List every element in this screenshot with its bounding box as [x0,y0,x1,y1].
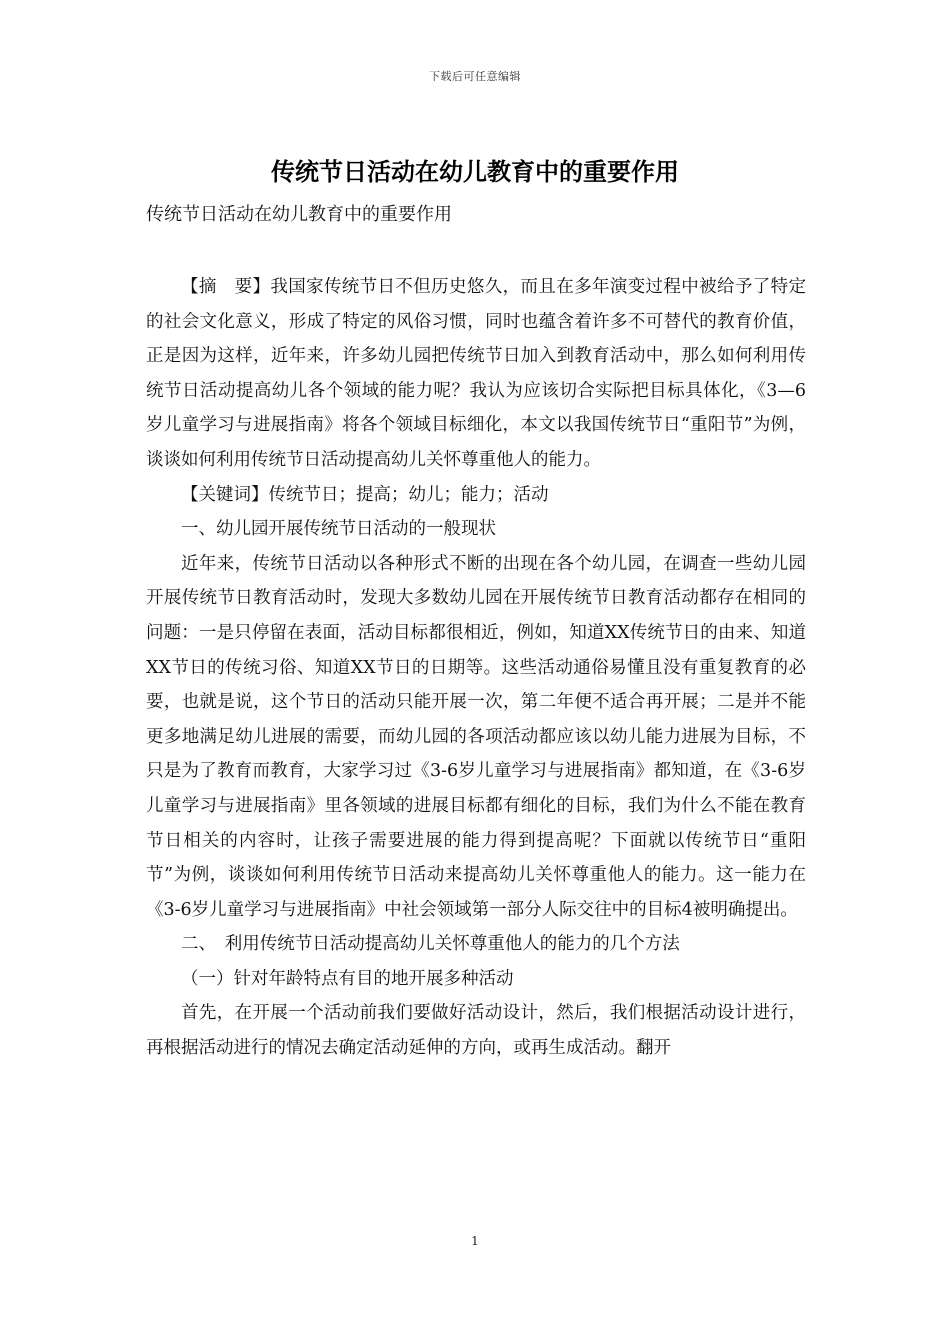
section-heading-2: 二、 利用传统节日活动提高幼儿关怀尊重他人的能力的几个方法 [181,934,680,955]
abstract-paragraph: 【摘 要】我国家传统节日不但历史悠久，而且在多年演变过程中被给予了特定的社会文化意义，形成了特定的风俗习惯，同时也蕴含着许多不可替代的教育价值，正是因为这样，近年来，许多幼儿园把传统节日加入到教育活动中，那么如何利用传统节日活动提高幼儿各个领域的能力呢？我认为应该切合实际把目标具体化，《3—6岁儿童学习与进展指南》将各个领域目标细化，本文以我国传统节日“重阳节”为例，谈谈如何利用传统节日活动提高幼儿关怀尊重他人的能力。 [146,277,806,470]
document-body [146,270,806,1066]
body-paragraph-2: 首先，在开展一个活动前我们要做好活动设计，然后，我们根据活动设计进行，再根据活动进行的情况去确定活动延伸的方向，或再生成活动。翻开 [146,1003,806,1059]
keywords-paragraph: 【关键词】传统节日；提高；幼儿；能力；活动 [181,484,549,505]
body-paragraph-1: 近年来，传统节日活动以各种形式不断的出现在各个幼儿园，在调查一些幼儿园开展传统节日教育活动时，发现大多数幼儿园在开展传统节日教育活动都存在相同的问题：一是只停留在表面，活动目标都很相近，例如，知道XX传统节日的由来、知道XX节日的传统习俗、知道XX节日的日期等。这些活动通俗易懂且没有重复教育的必要，也就是说，这个节日的活动只能开展一次，第二年便不适合再开展；二是并不能更多地满足幼儿进展的需要，而幼儿园的各项活动都应该以幼儿能力进展为目标，不只是为了教育而教育，大家学习过《3-6岁儿童学习与进展指南》都知道，在《3-6岁儿童学习与进展指南》里各领域的进展目标都有细化的目标，我们为什么不能在教育节日相关的内容时，让孩子需要进展的能力得到提高呢？下面就以传统节日“重阳节”为例，谈谈如何利用传统节日活动来提高幼儿关怀尊重他人的能力。这一能力在《3-6岁儿童学习与进展指南》中社会领域第一部分人际交往中的目标4被明确提出。 [146,553,806,920]
document-title: 传统节日活动在幼儿教育中的重要作用 [271,157,679,186]
section-heading-1: 一、幼儿园开展传统节日活动的一般现状 [181,519,496,540]
subsection-heading-2-1: （一）针对年龄特点有目的地开展多种活动 [181,968,514,989]
page-number: 1 [471,1234,479,1248]
document-subtitle: 传统节日活动在幼儿教育中的重要作用 [146,204,452,225]
header-note: 下载后可任意编辑 [429,70,521,83]
